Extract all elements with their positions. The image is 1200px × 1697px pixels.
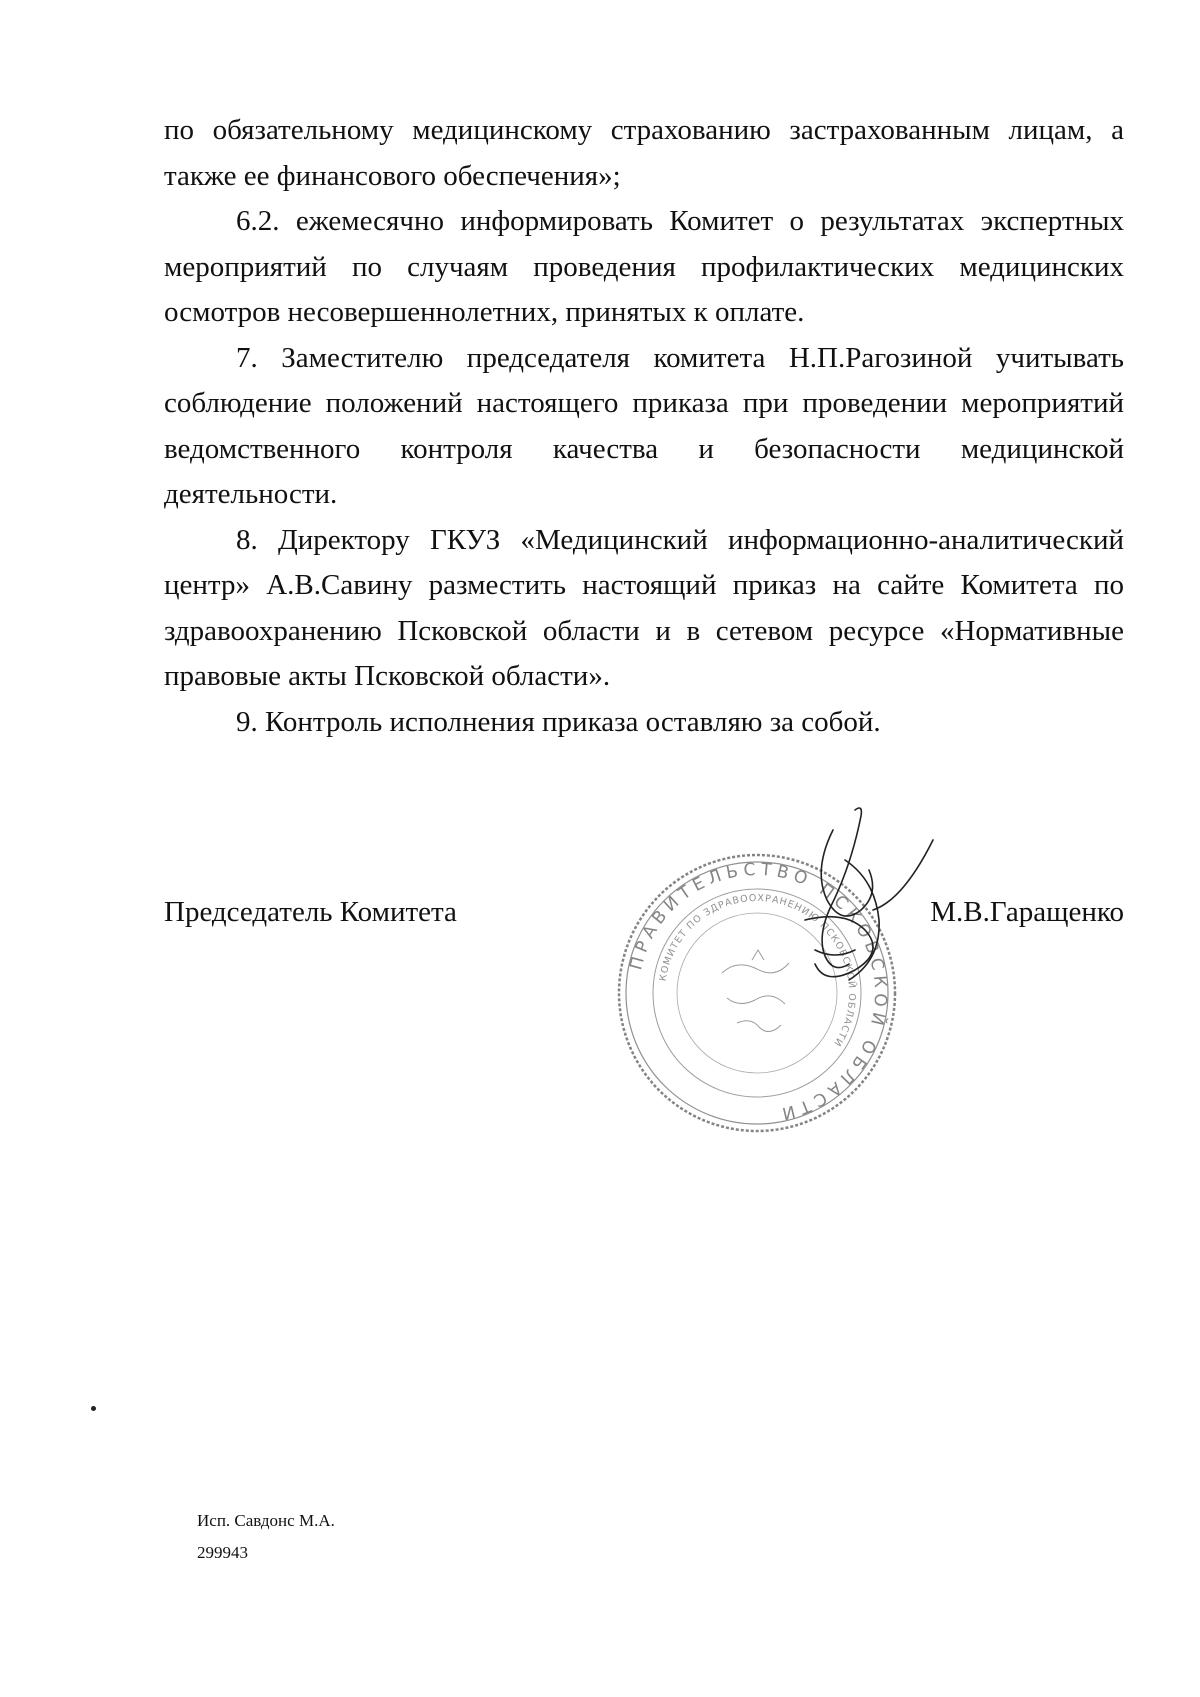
document-body <box>164 108 1124 745</box>
executor-name: Исп. Савдонс М.А. <box>197 1511 335 1530</box>
paragraph-9: 9. Контроль исполнения приказа оставляю за собой. <box>236 705 881 738</box>
paragraph-6-2: 6.2. ежемесячно информировать Комитет о результатах экспертных мероприятий по случаям проведения профилактических медицинских осмотров несовершеннолетних, принятых к оплате. <box>164 205 1124 328</box>
signatory-title: Председатель Комитета <box>164 896 457 928</box>
handwritten-signature <box>785 800 945 1040</box>
stamp-outer-text: ПРАВИТЕЛЬСТВО ПСКОВСКОЙ ОБЛАСТИ <box>626 859 891 1125</box>
executor-note <box>197 1505 335 1569</box>
executor-phone: 299943 <box>197 1543 248 1562</box>
page-mark-dot <box>91 1406 96 1411</box>
stamp-inner-text: КОМИТЕТ ПО ЗДРАВООХРАНЕНИЮ ПСКОВСКОЙ ОБЛАСТИ <box>657 892 858 1049</box>
signatory-name: М.В.Гаращенко <box>930 896 1124 928</box>
paragraph-7: 7. Заместителю председателя комитета Н.П.Рагозиной учитывать соблюдение положений настоящего приказа при проведении мероприятий ведомственного контроля качества и безопасности медицинской деятельности. <box>164 341 1124 510</box>
paragraph-continuation: по обязательному медицинскому страхованию застрахованным лицам, а также ее финансового обеспечения»; <box>164 114 1124 192</box>
paragraph-8: 8. Директору ГКУЗ «Медицинский информационно-аналитический центр» А.В.Савину разместить настоящий приказ на сайте Комитета по здравоохранению Псковской области и в сетевом ресурсе «Нормативные правовые акты Псковской области». <box>164 523 1124 692</box>
